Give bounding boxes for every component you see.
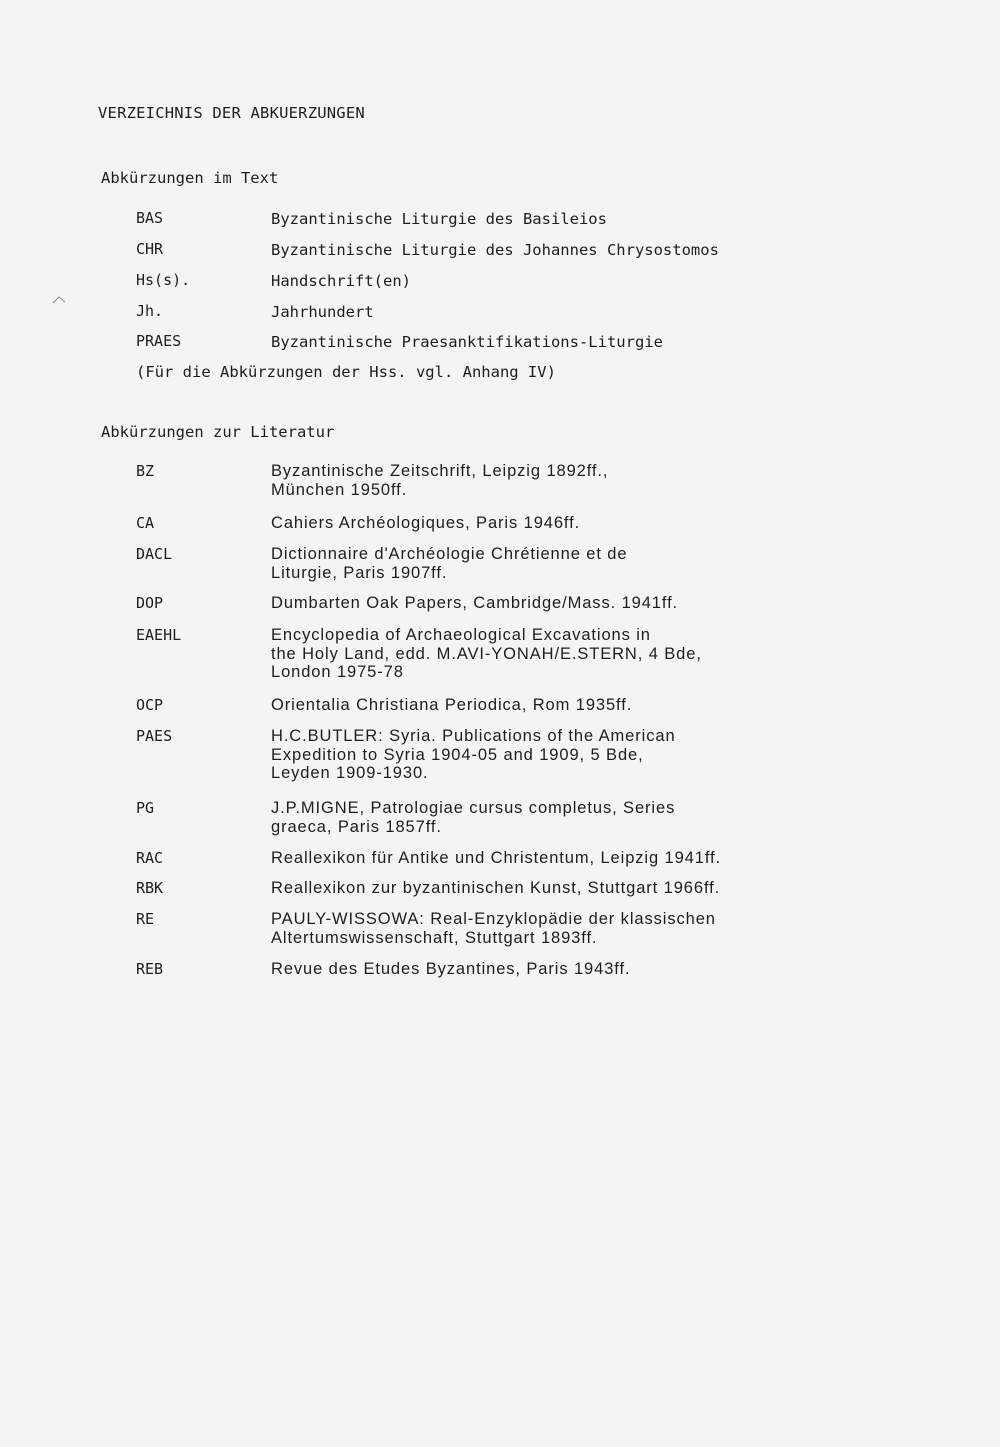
abbreviation-expansion [271, 696, 911, 715]
abbreviation: RE [136, 910, 155, 928]
abbreviation-expansion: Byzantinische Praesanktifikations-Liturgie [271, 333, 663, 351]
pen-mark-icon [52, 295, 66, 305]
expansion-line: Dumbarten Oak Papers, Cambridge/Mass. 1941ff. [271, 594, 679, 612]
manuscript-note: (Für die Abkürzungen der Hss. vgl. Anhang IV) [136, 363, 556, 381]
expansion-line: J.P.MIGNE, Patrologiae cursus completus, Series [271, 799, 676, 817]
expansion-line: Reallexikon zur byzantinischen Kunst, Stuttgart 1966ff. [271, 879, 721, 897]
expansion-line: Leyden 1909-1930. [271, 764, 429, 782]
abbreviation-expansion: Byzantinische Liturgie des Basileios [271, 210, 607, 228]
abbreviation: BAS [136, 209, 164, 227]
expansion-line: Dictionnaire d'Archéologie Chrétienne et de [271, 545, 628, 563]
expansion-line: Liturgie, Paris 1907ff. [271, 563, 448, 582]
text-abbreviations-heading: Abkürzungen im Text [101, 169, 279, 187]
abbreviation-expansion [271, 879, 911, 898]
abbreviation-expansion [271, 626, 911, 682]
abbreviation: REB [136, 960, 164, 978]
abbreviation-expansion: Byzantinische Liturgie des Johannes Chrysostomos [271, 241, 719, 259]
expansion-line: Cahiers Archéologiques, Paris 1946ff. [271, 514, 581, 532]
abbreviation-expansion [271, 514, 911, 533]
document-title: VERZEICHNIS DER ABKUERZUNGEN [98, 104, 365, 122]
expansion-line: Encyclopedia of Archaeological Excavations in [271, 626, 651, 644]
abbreviation-expansion: Jahrhundert [271, 303, 374, 321]
abbreviation: Hs(s). [136, 271, 191, 289]
expansion-line: Altertumswissenschaft, Stuttgart 1893ff. [271, 928, 598, 947]
expansion-line: Expedition to Syria 1904-05 and 1909, 5 Bde, [271, 745, 644, 764]
abbreviation-expansion [271, 727, 911, 783]
expansion-line: the Holy Land, edd. M.AVI-YONAH/E.STERN, 4 Bde, [271, 644, 702, 663]
expansion-line: Reallexikon für Antike und Christentum, Leipzig 1941ff. [271, 849, 722, 867]
abbreviation: PG [136, 799, 155, 817]
abbreviation: Jh. [136, 302, 164, 320]
expansion-line: Orientalia Christiana Periodica, Rom 1935ff. [271, 696, 633, 714]
abbreviation: OCP [136, 696, 164, 714]
abbreviation: RBK [136, 879, 164, 897]
abbreviation: DOP [136, 594, 164, 612]
abbreviation: CA [136, 514, 155, 532]
abbreviation-expansion [271, 960, 911, 979]
expansion-line: Byzantinische Zeitschrift, Leipzig 1892ff., [271, 462, 609, 480]
expansion-line: London 1975-78 [271, 663, 404, 681]
abbreviation-expansion [271, 462, 911, 499]
abbreviation-expansion [271, 594, 911, 613]
abbreviation: RAC [136, 849, 164, 867]
expansion-line: Revue des Etudes Byzantines, Paris 1943ff. [271, 960, 631, 978]
abbreviation: PAES [136, 727, 173, 745]
abbreviation-expansion [271, 910, 911, 947]
expansion-line: PAULY-WISSOWA: Real-Enzyklopädie der klassischen [271, 910, 716, 928]
expansion-line: H.C.BUTLER: Syria. Publications of the American [271, 727, 676, 745]
abbreviation: PRAES [136, 332, 182, 350]
abbreviation-expansion [271, 545, 911, 582]
abbreviation: EAEHL [136, 626, 182, 644]
abbreviation-expansion: Handschrift(en) [271, 272, 411, 290]
abbreviation: CHR [136, 240, 164, 258]
abbreviation-expansion [271, 799, 911, 836]
abbreviation-expansion [271, 849, 911, 868]
expansion-line: München 1950ff. [271, 480, 408, 499]
expansion-line: graeca, Paris 1857ff. [271, 817, 442, 836]
abbreviation: DACL [136, 545, 173, 563]
abbreviation: BZ [136, 462, 155, 480]
literature-abbreviations-heading: Abkürzungen zur Literatur [101, 423, 335, 441]
